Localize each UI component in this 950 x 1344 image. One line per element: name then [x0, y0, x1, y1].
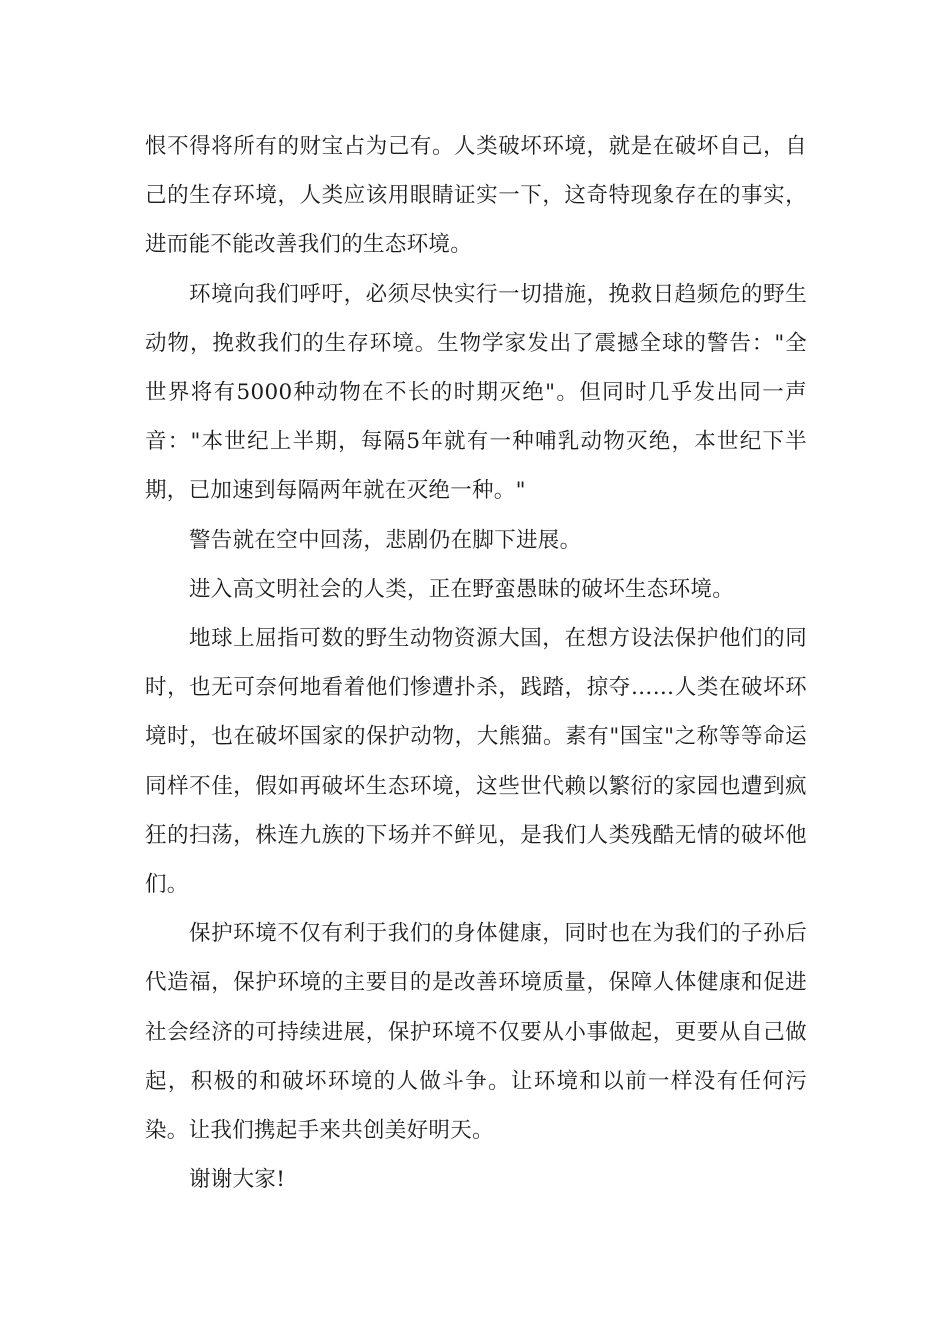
paragraph-wildlife: 地球上屈指可数的野生动物资源大国，在想方设法保护他们的同时，也无可奈何地看着他们惨遭扑杀，践踏，掠夺……人类在破坏环境时，也在破坏国家的保护动物，大熊猫。素有"国宝"之称等等命运同样不佳，假如再破坏生态环境，这些世代赖以繁衍的家园也遭到疯狂的扫荡，株连九族的下场并不鲜见，是我们人类残酷无情的破坏他们。 — [145, 626, 807, 898]
document-body — [145, 122, 807, 1204]
paragraph-civilization: 进入高文明社会的人类，正在野蛮愚昧的破坏生态环境。 — [189, 576, 735, 602]
paragraph-continued: 恨不得将所有的财宝占为己有。人类破坏环境，就是在破坏自己，自己的生存环境，人类应该用眼睛证实一下，这奇特现象存在的事实，进而能不能改善我们的生态环境。 — [145, 134, 807, 258]
paragraph-thanks: 谢谢大家! — [189, 1167, 286, 1193]
paragraph-echo: 警告就在空中回荡，悲剧仍在脚下进展。 — [189, 527, 582, 553]
paragraph-warning: 环境向我们呼吁，必须尽快实行一切措施，挽救日趋频危的野生动物，挽救我们的生存环境。生物学家发出了震撼全球的警告："全世界将有5000种动物在不长的时期灭绝"。但同时几乎发出同一声音："本世纪上半期，每隔5年就有一种哺乳动物灭绝，本世纪下半期，已加速到每隔两年就在灭绝一种。" — [145, 281, 807, 504]
paragraph-protection: 保护环境不仅有利于我们的身体健康，同时也在为我们的子孙后代造福，保护环境的主要目的是改善环境质量，保障人体健康和促进社会经济的可持续进展，保护环境不仅要从小事做起，更要从自己做起，积极的和破坏环境的人做斗争。让环境和以前一样没有任何污染。让我们携起手来共创美好明天。 — [145, 921, 807, 1144]
